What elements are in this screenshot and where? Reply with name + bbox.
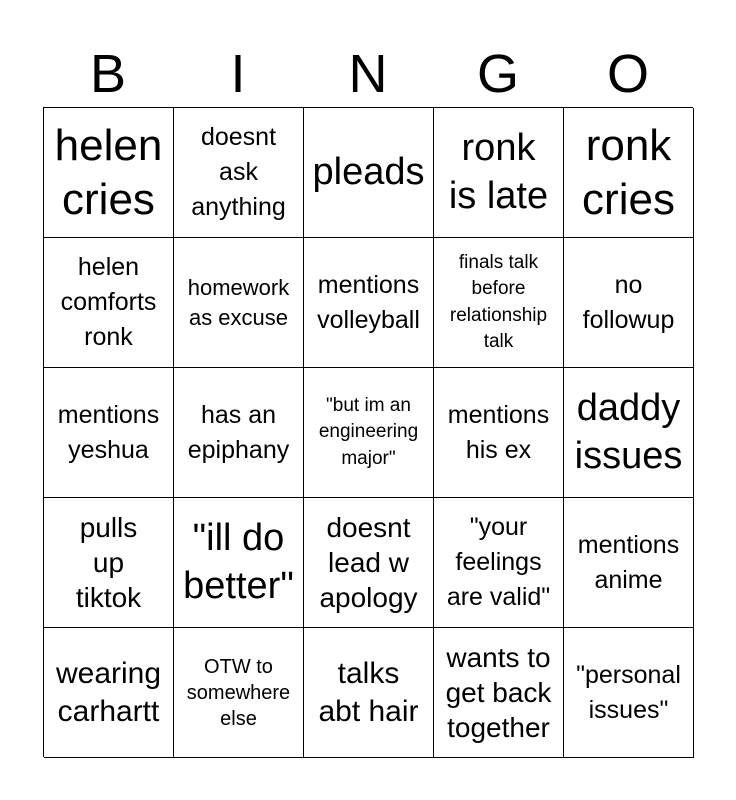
bingo-cell[interactable]: daddy issues bbox=[564, 368, 694, 498]
bingo-cell[interactable]: mentions his ex bbox=[434, 368, 564, 498]
header-letter-i: I bbox=[230, 44, 246, 104]
bingo-cell[interactable]: "ill do better" bbox=[174, 498, 304, 628]
bingo-cell[interactable]: mentions volleyball bbox=[304, 238, 434, 368]
bingo-cell[interactable]: talks abt hair bbox=[304, 628, 434, 758]
bingo-cell[interactable]: helen comforts ronk bbox=[44, 238, 174, 368]
bingo-cell[interactable]: helen cries bbox=[44, 108, 174, 238]
bingo-cell[interactable]: wearing carhartt bbox=[44, 628, 174, 758]
bingo-cell[interactable]: OTW to somewhere else bbox=[174, 628, 304, 758]
bingo-cell[interactable]: wants to get back together bbox=[434, 628, 564, 758]
bingo-cell[interactable]: has an epiphany bbox=[174, 368, 304, 498]
bingo-cell[interactable]: mentions yeshua bbox=[44, 368, 174, 498]
bingo-cell[interactable]: no followup bbox=[564, 238, 694, 368]
bingo-cell[interactable]: doesnt ask anything bbox=[174, 108, 304, 238]
header-letter-n: N bbox=[348, 44, 388, 104]
bingo-cell[interactable]: pleads bbox=[304, 108, 434, 238]
header-letter-b: B bbox=[89, 44, 127, 104]
bingo-cell[interactable]: ronk cries bbox=[564, 108, 694, 238]
bingo-cell[interactable]: ronk is late bbox=[434, 108, 564, 238]
bingo-header bbox=[43, 40, 693, 108]
bingo-cell[interactable]: "but im an engineering major" bbox=[304, 368, 434, 498]
bingo-cell[interactable]: "personal issues" bbox=[564, 628, 694, 758]
bingo-cell[interactable]: pulls up tiktok bbox=[44, 498, 174, 628]
bingo-cell[interactable]: finals talk before relationship talk bbox=[434, 238, 564, 368]
bingo-board bbox=[43, 107, 693, 757]
bingo-cell[interactable]: "your feelings are valid" bbox=[434, 498, 564, 628]
header-letter-o: O bbox=[606, 44, 649, 104]
bingo-cell[interactable]: doesnt lead w apology bbox=[304, 498, 434, 628]
header-letter-g: G bbox=[476, 44, 519, 104]
bingo-cell[interactable]: homework as excuse bbox=[174, 238, 304, 368]
bingo-cell[interactable]: mentions anime bbox=[564, 498, 694, 628]
